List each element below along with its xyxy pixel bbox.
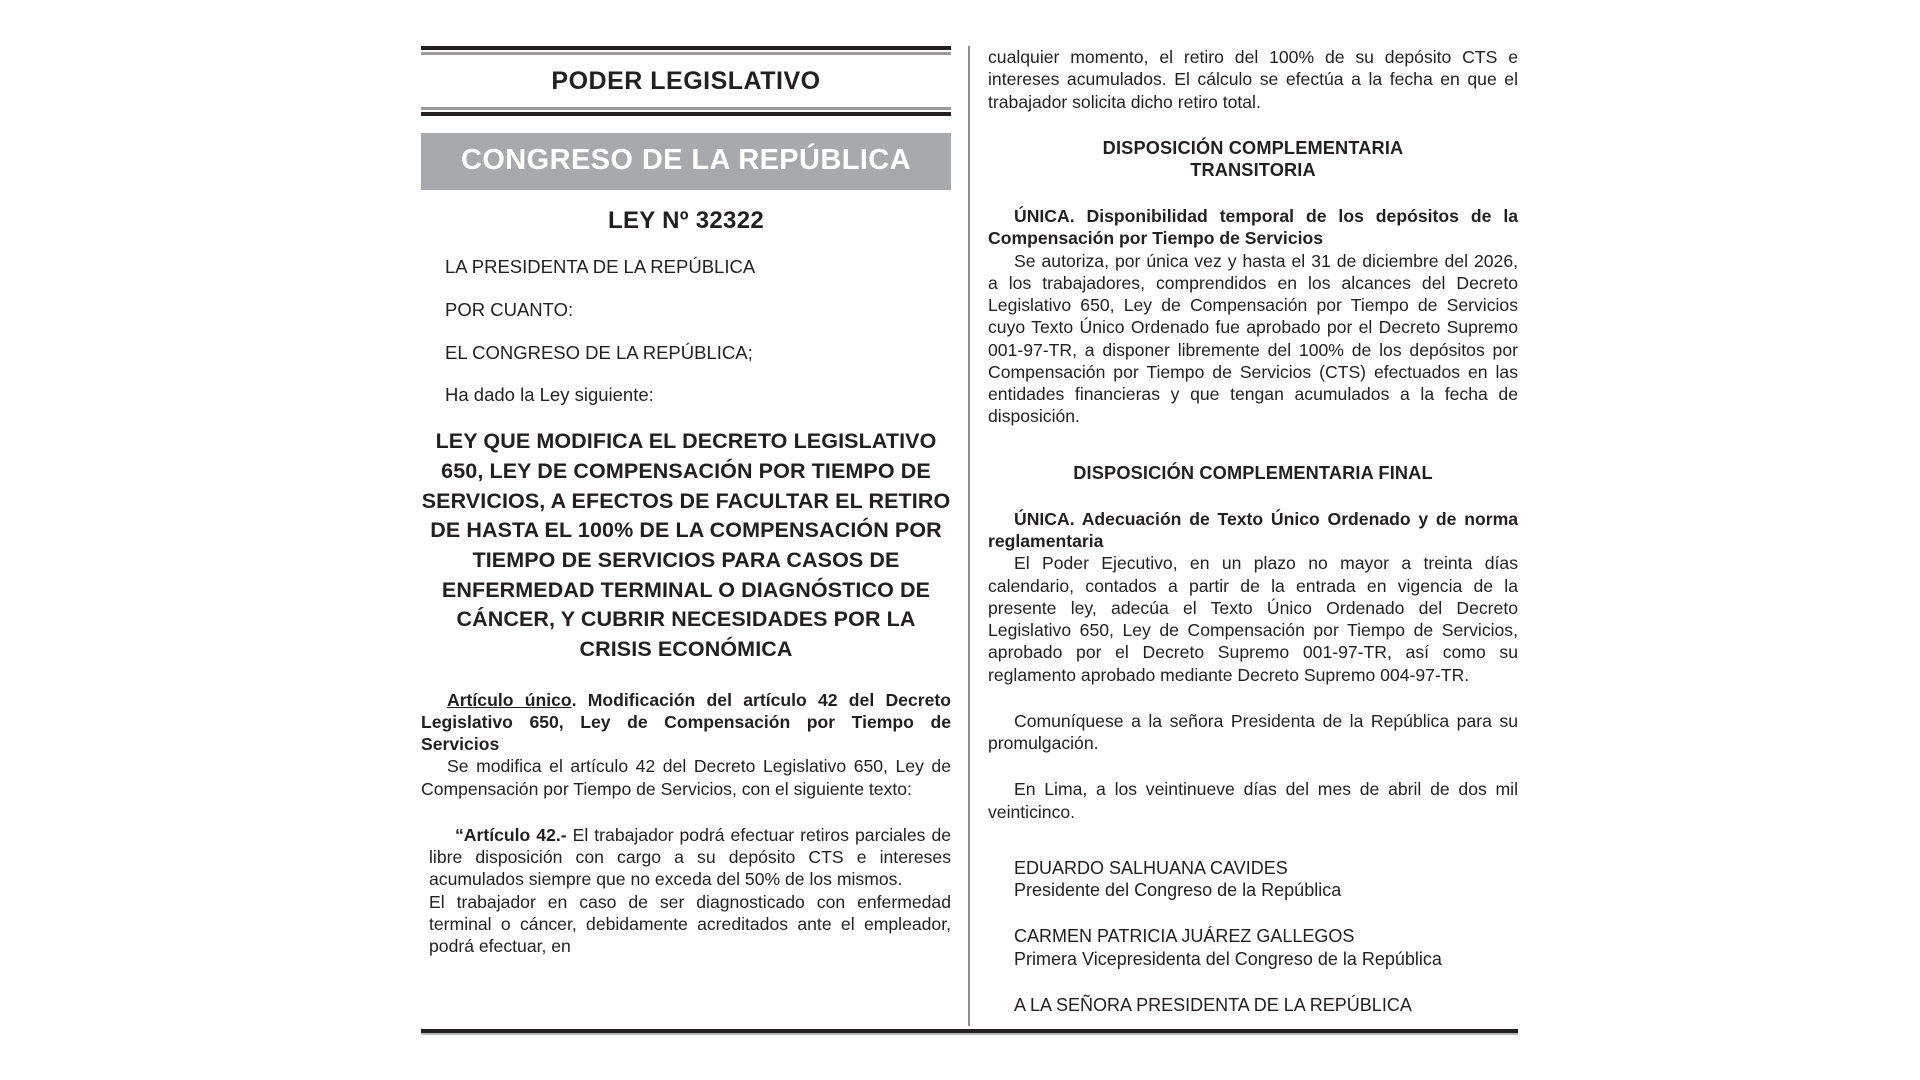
articulo-unico-heading-rest: . Modificación del artículo 42 del Decreto Legislativo 650, Ley de Compensación por Tiempo de Servicios [421,689,951,755]
right-column-body [988,46,1518,1017]
final-heading-line-1: DISPOSICIÓN COMPLEMENTARIA FINAL [1073,462,1433,483]
quoted-article-text-1: El trabajador podrá efectuar retiros parciales de libre disposición con cargo a su depósito CTS e intereses acumulados siempre que no exceda del 50% de los mismos. [429,824,952,890]
column-divider [968,46,970,1026]
spacer [988,970,1518,994]
preamble-block [421,256,951,406]
articulo-unico-body: Se modifica el artículo 42 del Decreto Legislativo 650, Ley de Compensación por Tiempo de Servicios, con el siguiente texto: [421,756,951,799]
preamble-line: LA PRESIDENTA DE LA REPÚBLICA [445,256,756,277]
quoted-article-block [421,824,951,958]
signatory-role: Primera Vicepresidenta del Congreso de la República [1014,948,1442,969]
spacer [988,484,1518,508]
comuniquese-paragraph: Comuníquese a la señora Presidenta de la República para su promulgación. [988,710,1518,754]
law-title: LEY QUE MODIFICA EL DECRETO LEGISLATIVO 650, LEY DE COMPENSACIÓN POR TIEMPO DE SERVICIOS, A EFECTOS DE FACULTAR EL RETIRO DE HASTA EL 100% DE LA COMPENSACIÓN POR TIEMPO DE SERVICIOS PARA CASOS DE ENFERMEDAD TERMINAL O DIAGNÓSTICO DE CÁNCER, Y CUBRIR NECESIDADES POR LA CRISIS ECONÓMICA [421,429,951,661]
date-paragraph: En Lima, a los veintinueve días del mes de abril de dos mil veinticinco. [988,779,1518,822]
spacer [988,113,1518,137]
transitoria-heading-line-2: TRANSITORIA [1190,159,1316,180]
spacer [421,665,951,689]
final-unica-heading: ÚNICA. Adecuación de Texto Único Ordenado y de norma reglamentaria [988,508,1518,552]
law-number: LEY Nº 32322 [607,207,764,234]
right-column [988,46,1518,1017]
spacer [988,901,1518,925]
transitoria-heading [988,137,1518,181]
addressee-line: A LA SEÑORA PRESIDENTA DE LA REPÚBLICA [1014,995,1412,1016]
masthead-bottom-rule [421,107,951,116]
entity-banner: CONGRESO DE LA REPÚBLICA [421,133,951,190]
spacer [988,428,1518,462]
final-unica-body: El Poder Ejecutivo, en un plazo no mayor a treinta días calendario, contados a partir de la entrada en vigencia de la presente ley, adecúa el Texto Único Ordenado del Decreto Legislativo 650, Ley de Compensación por Tiempo de Servicios, aprobado por el Decreto Supremo 001-97-TR, así como su reglamento aprobado mediante Decreto Supremo 004-97-TR. [988,553,1518,685]
signatory-role: Presidente del Congreso de la República [1014,880,1342,901]
signatory-name: CARMEN PATRICIA JUÁREZ GALLEGOS [1014,926,1355,947]
transitoria-unica-heading: ÚNICA. Disponibilidad temporal de los depósitos de la Compensación por Tiempo de Servicios [988,206,1518,249]
spacer [988,181,1518,205]
spacer [988,754,1518,778]
left-column [421,46,951,957]
quoted-article-para-1 [429,824,951,891]
rule-thin-line [421,1033,1518,1035]
transitoria-heading-line-1: DISPOSICIÓN COMPLEMENTARIA [1102,137,1404,158]
page-body [421,46,1518,1036]
spacer [421,800,951,824]
page-bottom-rule [421,1029,1518,1035]
preamble-line: POR CUANTO: [445,298,574,320]
articulo-unico-heading [421,689,951,756]
transitoria-unica-body: Se autoriza, por única vez y hasta el 31 de diciembre del 2026, a los trabajadores, comprendidos en los alcances del Decreto Legislativo 650, Ley de Compensación por Tiempo de Servicios cuyo Texto Único Ordenado fue aprobado por el Decreto Supremo 001-97-TR, a disponer libremente del 100% de los depósitos por Compensación por Tiempo de Servicios (CTS) efectuados en las entidades financieras y que tengan acumulados a la fecha de disposición. [988,250,1518,427]
preamble-line: EL CONGRESO DE LA REPÚBLICA; [445,341,753,363]
continuation-paragraph: cualquier momento, el retiro del 100% de su depósito CTS e intereses acumulados. El cálculo se efectúa a la fecha en que el trabajador solicita dicho retiro total. [988,47,1518,112]
signature-block-president [988,857,1518,902]
page-title: PODER LEGISLATIVO [551,67,821,95]
articulo-unico-label: Artículo único [447,689,572,710]
spacer [988,686,1518,710]
masthead-top-rule [421,46,951,55]
preamble-line: Ha dado la Ley siguiente: [445,384,654,406]
spacer [988,823,1518,857]
rule-thick-line [421,112,951,116]
quoted-article-label: “Artículo 42.- [455,824,567,845]
final-heading [988,462,1518,484]
left-column-body [421,689,951,958]
quoted-article-para-2: El trabajador en caso de ser diagnosticado con enfermedad terminal o cáncer, debidamente acreditados ante el empleador, podrá efectuar, en [429,891,951,957]
signatory-name: EDUARDO SALHUANA CAVIDES [1014,857,1288,878]
signature-block-vicepresident [988,925,1518,970]
